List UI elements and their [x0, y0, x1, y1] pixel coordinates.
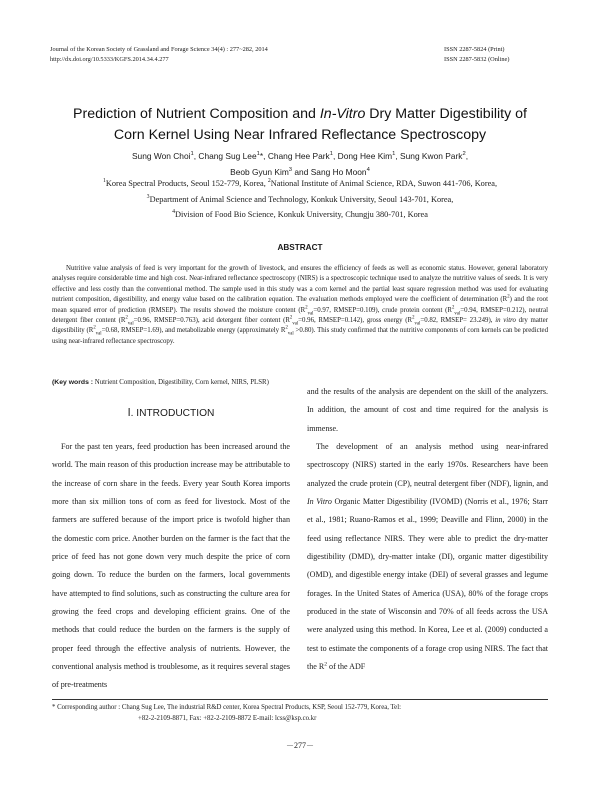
- issn-print: ISSN 2287-5824 (Print): [444, 46, 505, 53]
- correspondence-line-1: * Corresponding author : Chang Sug Lee, The industrial R&D center, Korea Spectral Products, KSP, Seoul 152-779, Korea, Tel:: [52, 704, 401, 711]
- doi-link[interactable]: http://dx.doi.org/10.5333/KGFS.2014.34.4.277: [50, 55, 169, 63]
- title-part-2: Dry Matter Digestibility of: [365, 106, 527, 122]
- abstract-body: Nutritive value analysis of feed is very important for the growth of livestock, and ensures the efficiency of feeds as well as economic status. However, general laboratory analyses require considerable time and high cost. Near-infrared reflectance spectroscopy (NIRS) is a spectroscopic technique used to analyze the nutritive values of seeds. It is very effective and less costly than the conventional method. The sample used in this study was a corn kernel and the partial least square regression method was used for evaluating nutrient composition, digestibility, and energy value based on the calibration equation. The evaluation methods employed were the coefficient of determination $(R^2)$ and the root mean squared error of prediction (RMSEP). The results showed the moisture content ($R^2_{val}=0.97$, RMSEP=0.109), crude protein content ($R^2_{val}=0.94$, RMSEP=0.212), neutral detergent fiber content ($R^2_{val}=0.96$, RMSEP=0.763), acid detergent fiber content ($R^2_{val}=0.96$, RMSEP=0.142), gross energy ($R^2_{val}=0.82$, RMSEP= 23.249), in vitro dry matter digestibility ($R^2_{val}=0.68$, RMSEP=1.69), and metabolizable energy (approximately $R^2_{val} >0.80$). This study confirmed that the nutritive components of corn kernels can be predicted using near-infrared reflectance spectroscopy.: [52, 265, 548, 345]
- author: Chang Sug Lee$^1$*,: [198, 151, 268, 161]
- intro-left-column: For the past ten years, feed production has been increased around the world. The main reason of this production increase may be attributable to the increase of corn share in the feeds. Every year South Korea imports more than six million tons of corn as feed for livestock. Most of the farmers are suffered because of the import price is twofold higher than the domestic corn price. Another burden on the farmer is the fact that the price of feed has not gone down very much despite the price of corn going down. To reduce the burden on the farmers, local governments have attempted to find solutions, such as constructing the culture area for growing the feed crops and developing efficient grains. One of the methods that could reduce the burden on the farmers is the supply of proper feed through the effective analysis of nutrients. However, the conventional analysis method is troublesome, as it requires several stages of pre-treatments: [52, 442, 290, 690]
- title-part-1: Prediction of Nutrient Composition and: [73, 106, 320, 122]
- journal-header-left: [50, 45, 268, 64]
- keywords-label: (Key words :: [52, 379, 94, 386]
- journal-header-right: [444, 45, 509, 64]
- issn-online: ISSN 2287-5832 (Online): [444, 55, 510, 63]
- paper-title: [40, 104, 560, 146]
- corresponding-author-note: [52, 702, 548, 724]
- intro-right-column: [307, 383, 548, 677]
- footnote-divider: [52, 699, 548, 700]
- affiliations: [40, 176, 560, 223]
- section-heading-introduction: Ⅰ. INTRODUCTION: [127, 408, 215, 419]
- author: Sung Won Choi$^1$,: [131, 151, 199, 161]
- title-line-2: Corn Kernel Using Near Infrared Reflectance Spectroscopy: [113, 127, 487, 143]
- affiliation: $^4$Division of Food Bio Science, Konkuk University, Chungju 380-701, Korea: [172, 209, 428, 219]
- intro-paragraph: The development of an analysis method using near-infrared spectroscopy (NIRS) started in the early 1970s. Researchers have been analyzed the crude protein (CP), neutral detergent fiber (NDF), lignin, and In Vitro Organic Matter Digestibility (IVOMD) (Norris et al., 1976; Starr et al., 1981; Ruano-Ramos et al., 1999; Deaville and Flinn, 2000) in the feed using reflectance NIRS. They were able to predict the dry-matter digestibility (DMD), dry-matter intake (DI), organic matter digestibility (OMD), and digestible energy intake (DEI) of several grasses and legume forages. In the United States of America (USA), 80% of the forage crops produced in the state of Wisconsin and 70% of all feeds across the USA were analyzed using this method. In Korea, Lee et al. (2009) conducted a test to estimate the components of a forage crop using NIRS. The fact that the $R^2$ of the ADF: [307, 442, 548, 672]
- keywords-text: Nutrient Composition, Digestibility, Corn kernel, NIRS, PLSR): [93, 379, 269, 386]
- affiliation: $^2$National Institute of Animal Science, RDA, Suwon 441-706, Korea,: [267, 178, 498, 188]
- affiliation: $^3$Department of Animal Science and Technology, Konkuk University, Seoul 143-701, Korea,: [146, 193, 454, 204]
- abstract-heading: ABSTRACT: [277, 243, 323, 252]
- author: Sung Kwon Park$^2$,: [400, 151, 469, 161]
- correspondence-line-2: +82-2-2109-8871, Fax: +82-2-2109-8872 E-mail: lcss@ksp.co.kr: [138, 715, 317, 722]
- author: Dong Hee Kim$^1$,: [337, 151, 401, 161]
- page-number: －277－: [286, 741, 314, 750]
- affiliation: $^1$Korea Spectral Products, Seoul 152-779, Korea,: [102, 178, 268, 188]
- title-italic: In-Vitro: [319, 106, 366, 122]
- author: Beob Gyun Kim$^3$ and: [230, 167, 311, 177]
- journal-citation: Journal of the Korean Society of Grassland and Forage Science 34(4) : 277~282, 2014: [50, 46, 268, 53]
- author: Sang Ho Moon$^4$: [310, 167, 370, 177]
- author: Chang Hee Park$^1$,: [267, 151, 338, 161]
- intro-paragraph: and the results of the analysis are dependent on the skill of the analyzers. In addition, the amount of cost and time required for the analysis is immense.: [307, 387, 548, 433]
